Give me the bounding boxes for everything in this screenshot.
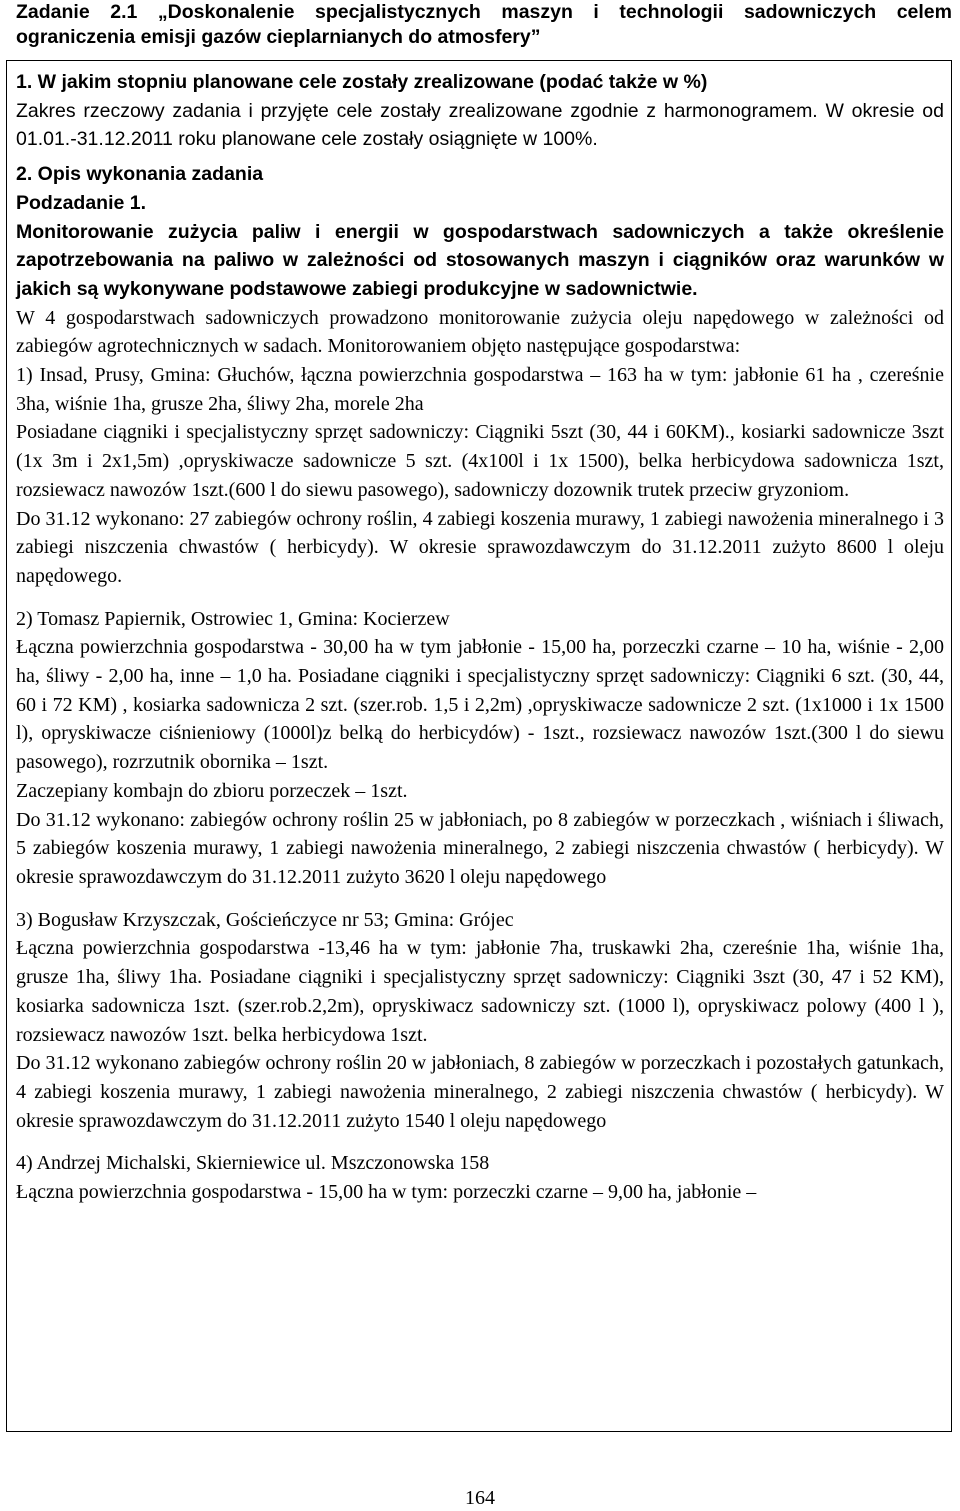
section-1-heading: 1. W jakim stopniu planowane cele zostały zrealizowane (podać także w %) [16, 71, 708, 93]
page-number: 164 [465, 1487, 495, 1509]
farm-3-description: Łączna powierzchnia gospodarstwa -13,46 ha w tym: jabłonie 7ha, truskawki 2ha, czereśnie 1ha, wiśnie 1ha, grusze 1ha, śliwy 1ha. Posiadane ciągniki i specjalistyczny sprzęt sadowniczy: Ciągniki 3szt (30, 47 i 52 KM), kosiarka sadownicza 1szt. (szer.rob.2,2m), opryskiwacz sadowniczy szt. (1000 l), opryskiwacz polowy (400 l ), rozsiewacz nawozów 1szt. belka herbicydowa 1szt. [16, 937, 944, 1046]
farm-2-extra: Zaczepiany kombajn do zbioru porzeczek – 1szt. [16, 779, 408, 802]
farm-3-header: 3) Bogusław Krzyszczak, Gościeńczyce nr 53; Gmina: Grójec [16, 908, 514, 931]
farm-1-equipment: Posiadane ciągniki i specjalistyczny sprzęt sadowniczy: Ciągniki 5szt (30, 44 i 60KM)., kosiarki sadownicze 3szt (1x 3m i 2x1,5m) ,opryskiwacze sadownicze 5 szt. (4x100l i 1x 1500), belka herbicydowa sadownicza 1szt, rozsiewacz nawozów 1szt.(600 l do siewu pasowego), sadowniczy dozownik trutek przeciw gryzoniom. [16, 421, 944, 501]
farm-2-work: Do 31.12 wykonano: zabiegów ochrony roślin 25 w jabłoniach, po 8 zabiegów w porzeczkach , wiśniach i śliwach, 5 zabiegów koszenia murawy, 1 zabiegi nawożenia mineralnego, 2 zabiegi niszczenia chwastów ( herbicydy). W okresie sprawozdawczym do 31.12.2011 zużyto 3620 l oleju napędowego [16, 808, 944, 888]
section-2-heading: 2. Opis wykonania zadania [16, 163, 264, 186]
farm-1-work: Do 31.12 wykonano: 27 zabiegów ochrony roślin, 4 zabiegi koszenia murawy, 1 zabiegi nawożenia mineralnego i 3 zabiegi niszczenia chwastów ( herbicydy). W okresie sprawozdawczym do 31.12.2011 zużyto 8600 l oleju napędowego. [16, 507, 944, 587]
document-title: Zadanie 2.1 „Doskonalenie specjalistycznych maszyn i technologii sadowniczych celem ograniczenia emisji gazów cieplarnianych do atmosfery” [16, 1, 952, 48]
content-frame [6, 60, 952, 1432]
farm-1-description: 1) Insad, Prusy, Gmina: Głuchów, łączna powierzchnia gospodarstwa – 163 ha w tym: jabłonie 61 ha , czereśnie 3ha, wiśnie 1ha, grusze 2ha, śliwy 2ha, morele 2ha [16, 364, 944, 415]
farm-4-description: Łączna powierzchnia gospodarstwa - 15,00 ha w tym: porzeczki czarne – 9,00 ha, jabłonie – [16, 1181, 757, 1204]
content-body [16, 68, 944, 1207]
farm-2-header: 2) Tomasz Papiernik, Ostrowiec 1, Gmina: Kocierzew [16, 607, 450, 630]
monitoring-intro: W 4 gospodarstwach sadowniczych prowadzono monitorowanie zużycia oleju napędowego w zależności od zabiegów agrotechnicznych w sadach. Monitorowaniem objęto następujące gospodarstwa: [16, 306, 944, 358]
farm-3-work: Do 31.12 wykonano zabiegów ochrony roślin 20 w jabłoniach, 8 zabiegów w porzeczkach i pozostałych gatunkach, 4 zabiegi koszenia murawy, 1 zabiegi nawożenia mineralnego, 2 zabiegi niszczenia chwastów ( herbicydy). W okresie sprawozdawczym do 31.12.2011 zużyto 1540 l oleju napędowego [16, 1052, 944, 1132]
farm-2-description: Łączna powierzchnia gospodarstwa - 30,00 ha w tym jabłonie - 15,00 ha, porzeczki czarne – 10 ha, wiśnie - 2,00 ha, śliwy - 2,00 ha, inne – 1,0 ha. Posiadane ciągniki i specjalistyczny sprzęt sadowniczy: Ciągniki 6 szt. (30, 44, 60 i 72 KM) , kosiarka sadownicza 2 szt. (szer.rob. 1,5 i 2,2m) ,opryskiwacze sadownicze 2 szt. (1x1000 i 1x 1500 l), opryskiwacze ciśnieniowy (1000l)z belką do herbicydów) - 1szt., rozsiewacz nawozów 1szt.(300 l do siewu pasowego), rozrzutnik obornika – 1szt. [16, 636, 944, 774]
section-1-text: Zakres rzeczowy zadania i przyjęte cele zostały zrealizowane zgodnie z harmonogramem. W okresie od 01.01.-31.12.2011 roku planowane cele zostały osiągnięte w 100%. [16, 99, 944, 151]
subtask-title: Monitorowanie zużycia paliw i energii w gospodarstwach sadowniczych a także określenie zapotrzebowania na paliwo w zależności od stosowanych maszyn i ciągników oraz warunków w jakich są wykonywane podstawowe zabiegi produkcyjne w sadownictwie. [16, 220, 944, 300]
subtask-label: Podzadanie 1. [16, 191, 147, 214]
farm-4-header: 4) Andrzej Michalski, Skierniewice ul. Mszczonowska 158 [16, 1152, 490, 1175]
